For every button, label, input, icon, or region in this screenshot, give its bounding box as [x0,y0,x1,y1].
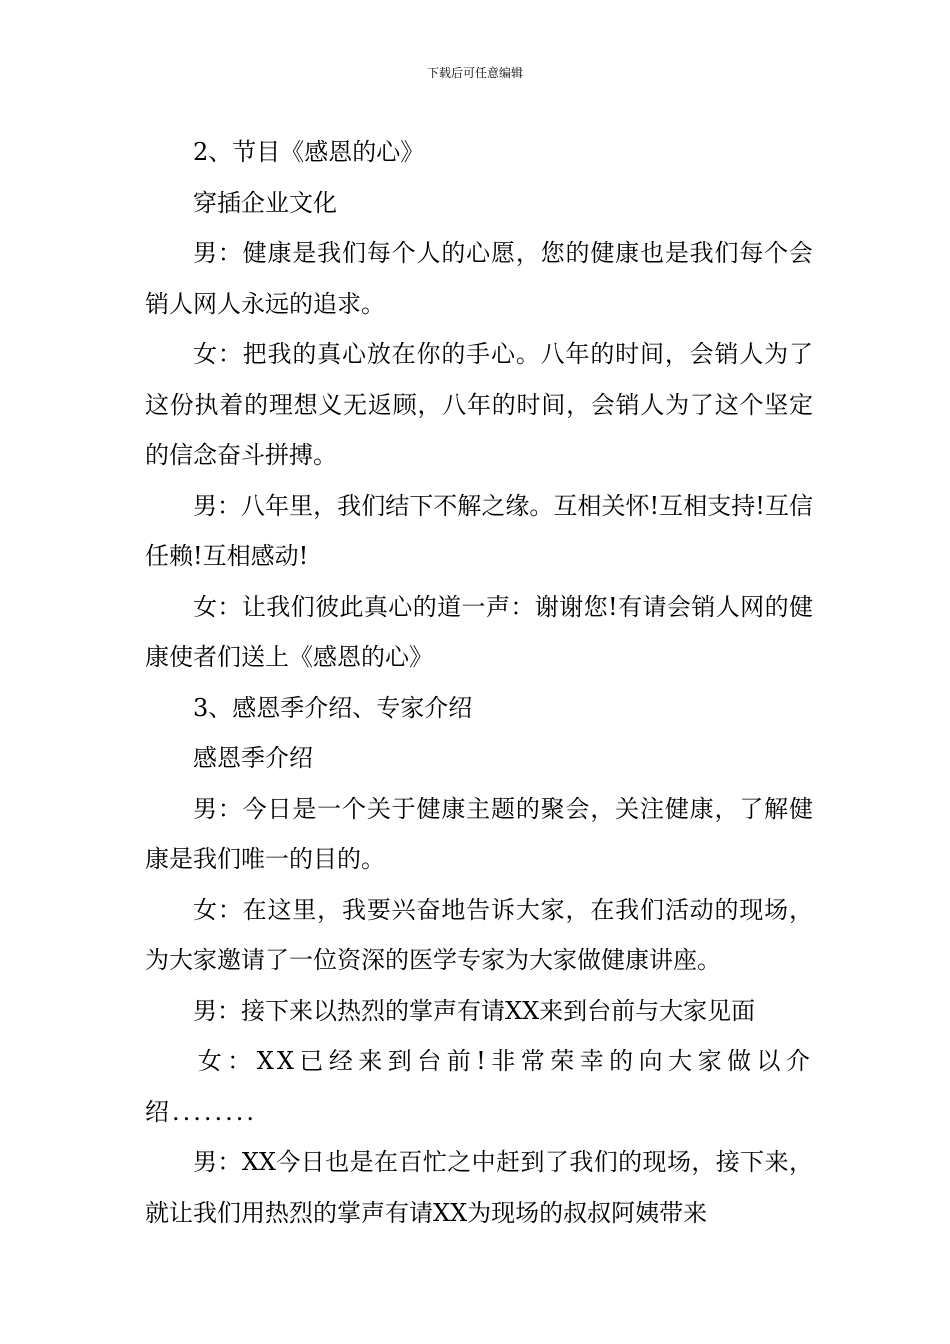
section-subheading: 穿插企业文化 [193,188,337,217]
section-subheading: 感恩季介绍 [193,744,313,772]
dialogue-paragraph: 男：八年里，我们结下不解之缘。互相关怀!互相支持!互信任赖!互相感动! [145,491,813,570]
page-header-note: 下载后可任意编辑 [426,66,523,80]
program-item-heading: 3、感恩季介绍、专家介绍 [193,693,473,722]
dialogue-paragraph: 女：把我的真心放在你的手心。八年的时间，会销人为了这份执着的理想义无返顾，八年的时间，会销人为了这个坚定的信念奋斗拼搏。 [145,340,813,469]
dialogue-paragraph: 女：XX已经来到台前!非常荣幸的向大家做以介绍........ [145,1047,813,1126]
dialogue-paragraph: 女：在这里，我要兴奋地告诉大家，在我们活动的现场，为大家邀请了一位资深的医学专家为大家做健康讲座。 [145,895,813,974]
dialogue-paragraph: 男：今日是一个关于健康主题的聚会，关注健康，了解健康是我们唯一的目的。 [145,794,813,873]
document-body [145,127,813,1238]
program-item-heading: 2、节目《感恩的心》 [193,138,425,166]
dialogue-paragraph: 男：XX今日也是在百忙之中赶到了我们的现场，接下来，就让我们用热烈的掌声有请XX为现场的叔叔阿姨带来 [145,1148,813,1227]
dialogue-paragraph: 男：健康是我们每个人的心愿，您的健康也是我们每个会销人网人永远的追求。 [145,239,813,318]
dialogue-paragraph: 女：让我们彼此真心的道一声：谢谢您!有请会销人网的健康使者们送上《感恩的心》 [145,592,813,671]
dialogue-paragraph: 男：接下来以热烈的掌声有请XX来到台前与大家见面 [193,996,756,1025]
